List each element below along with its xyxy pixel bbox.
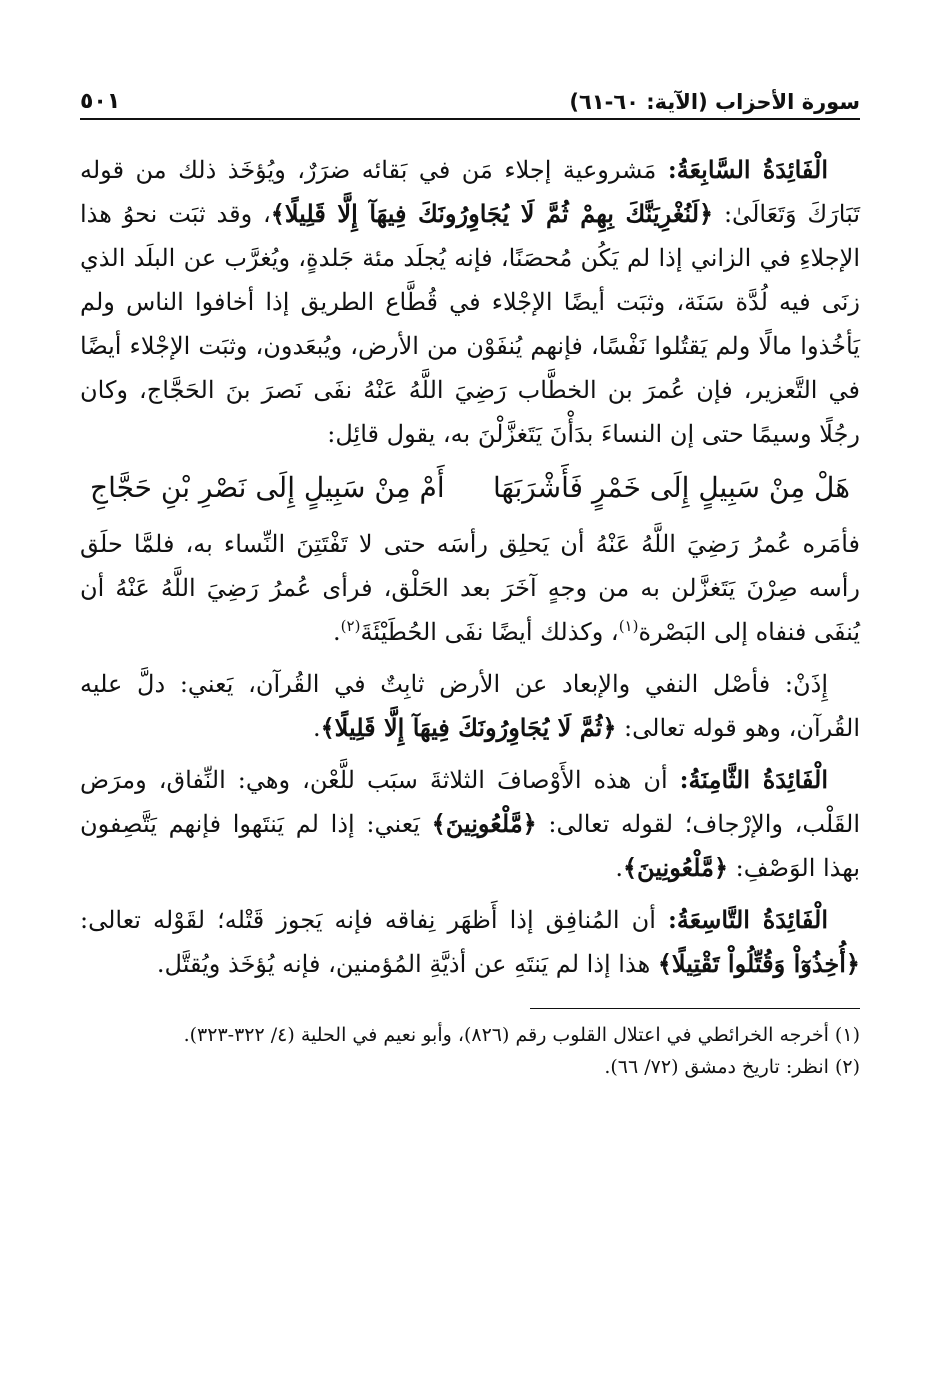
footnotes	[80, 1019, 860, 1083]
footnote-divider	[530, 1008, 860, 1009]
paragraph-text: .	[615, 854, 623, 882]
paragraph-text: مَشروعية إجلاء مَن في بَقائه ضرَرٌ، ويُؤخَذ ذلك من قوله تَبَارَكَ وَتَعَالَىٰ:	[80, 156, 860, 228]
paragraph-text: ، وقد ثبَت نحوُ هذا الإجلاءِ في الزاني إذا لم يَكُن مُحصَنًا، فإنه يُجلَد مئة جَلدةٍ، ويُغرَّب عن البلَد الذي زنَى فيه لُدَّة سَنَة، وثبَت أيضًا الإجْلاء في قُطَّاع الطريق إذا أخافوا الناس ولم يَأخُذوا مالًا ولم يَقتُلوا نَفْسًا، فإنهم يُنفَوْن من الأرض، ويُبعَدون، وثبَت الإجْلاء أيضًا في التَّعزير، فإن عُمرَ بن الخطَّاب رَضِيَ اللَّهُ عَنْهُ نفَى نَصرَ بنَ الحَجَّاج، وكان رجُلًا وسيمًا حتى إن النساءَ بدَأْنَ يَتَغزَّلْنَ به، يقول قائِل:	[80, 200, 860, 448]
poem-verse	[80, 464, 860, 512]
benefit-eight-heading: الْفَائِدَةُ الثَّامِنَةُ:	[679, 765, 828, 794]
quran-verse: ﴿مَّلْعُونِينَ﴾	[622, 853, 729, 882]
paragraph-text: ، وكذلك أيضًا نفَى الحُطَيْئَةَ	[360, 618, 619, 646]
page-body	[80, 148, 860, 986]
paragraph-text: .	[333, 618, 341, 646]
footnote-2: (٢) انظر: تاريخ دمشق (٧٢/ ٦٦).	[604, 1056, 860, 1078]
benefit-seven-heading: الْفَائِدَةُ السَّابِعَةُ:	[667, 155, 829, 184]
paragraph-text: .	[312, 714, 321, 742]
quran-verse: ﴿مَّلْعُونِينَ﴾	[431, 809, 537, 838]
quran-verse: ﴿أُخِذُوٓاْ وَقُتِّلُواْ تَقْتِيلًا﴾	[657, 949, 860, 978]
benefit-nine-heading: الْفَائِدَةُ التَّاسِعَةُ:	[667, 905, 829, 934]
page-number: ٥٠١	[80, 89, 121, 114]
poem-second-hemistich: أَمْ مِنْ سَبِيلٍ إِلَى نَصْرِ بْنِ حَجَّاجِ	[90, 471, 445, 504]
footnote-ref-2[interactable]: (٢)	[340, 617, 361, 635]
footnote-1: (١) أخرجه الخرائطي في اعتلال القلوب رقم (٨٢٦)، وأبو نعيم في الحلية (٤/ ٣٢٢-٣٢٣).	[183, 1024, 860, 1046]
paragraph-text: فأمَره عُمرُ رَضِيَ اللَّهُ عَنْهُ أن يَحلِق رأسَه حتى لا تَفْتَتِنَ النِّساء به، فلمَّا حلَق رأسه صِرْنَ يَتَغزَّلن به من وجهٍ آخَرَ بعد الحَلْق، فرأى عُمرُ رَضِيَ اللَّهُ عَنْهُ أن يُنفَى فنفاه إلى البَصْرة	[80, 530, 860, 646]
paragraph-text: إِذَنْ: فأصْل النفي والإبعاد عن الأرض ثابِتٌ في القُرآن، يَعني: دلَّ عليه القُرآن، وهو قوله تعالى:	[80, 670, 860, 742]
paragraph-text: أن المُنافِق إذا أَظهَر نِفاقه فإنه يَجوز قَتْله؛ لقَوْله تعالى:	[80, 906, 668, 934]
paragraph-text: أن هذه الأَوْصافَ الثلاثةَ سبَب للَّعْن، وهي: النِّفاق، ومرَض القَلْب، والإرْجاف؛ لقوله تعالى:	[80, 766, 860, 838]
paragraph-benefit-seven	[80, 148, 860, 456]
paragraph-text: هذا إذا لم يَنتَهِ عن أذيَّةِ المُؤمنين، فإنه يُؤخَذ ويُقتَّل.	[156, 950, 658, 978]
page-header	[80, 78, 860, 120]
running-title: سورة الأحزاب (الآية: ٦٠-٦١)	[569, 90, 860, 114]
poem-first-hemistich: هَلْ مِنْ سَبِيلٍ إِلَى خَمْرٍ فَأَشْرَبَهَا	[493, 471, 850, 504]
paragraph-benefit-eight	[80, 758, 860, 890]
quran-verse: ﴿ثُمَّ لَا يُجَاوِرُونَكَ فِيهَآ إِلَّا قَلِيلًا﴾	[320, 713, 617, 742]
paragraph-continuation	[80, 522, 860, 654]
paragraph-text: يَعني: إذا لم يَنتَهوا فإنهم يَتَّصِفون بهذا الوَصْفِ:	[80, 810, 860, 882]
footnote-ref-1[interactable]: (١)	[618, 617, 639, 635]
paragraph-benefit-nine	[80, 898, 860, 986]
page	[80, 78, 860, 1318]
paragraph-conclusion	[80, 662, 860, 750]
quran-verse: ﴿لَنُغْرِيَنَّكَ بِهِمْ ثُمَّ لَا يُجَاوِرُونَكَ فِيهَآ إِلَّا قَلِيلًا﴾	[270, 199, 714, 228]
